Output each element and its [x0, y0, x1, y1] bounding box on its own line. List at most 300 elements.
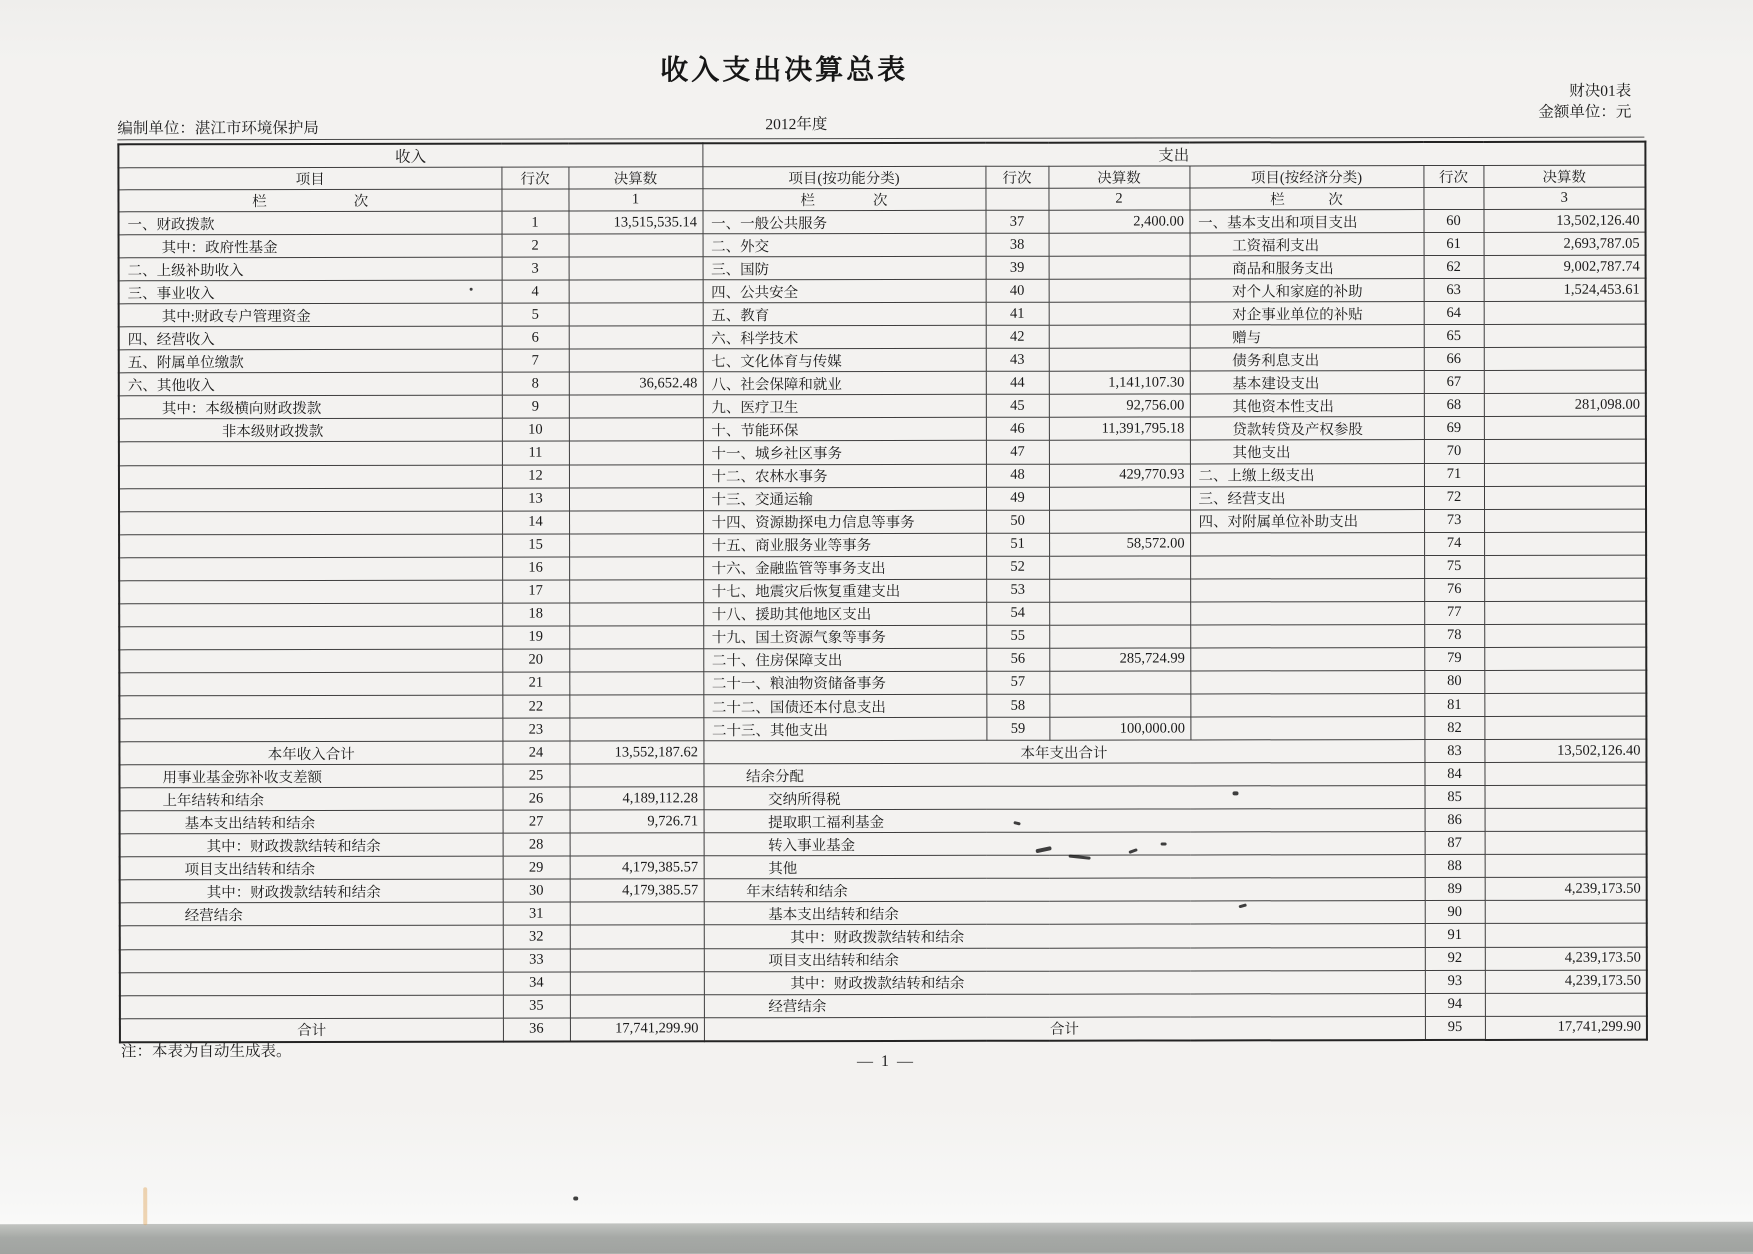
econ-item-cell [1190, 694, 1424, 717]
amount-cell [1049, 694, 1190, 717]
summary-item-cell: 提取职工福利基金 [704, 809, 1425, 833]
func-item-cell: 二、外交 [703, 233, 986, 257]
row-number-cell: 23 [502, 718, 569, 741]
income-item-cell [119, 534, 502, 558]
income-item-cell: 四、经营收入 [119, 326, 502, 350]
unit-note: 金额单位：元 [1538, 103, 1632, 121]
amount-cell [1484, 509, 1646, 532]
row-number-cell: 8 [502, 372, 569, 395]
column-number: 3 [1483, 187, 1645, 209]
row-number-cell: 82 [1424, 716, 1484, 739]
income-item-cell [119, 603, 502, 627]
ink-smudge [470, 288, 473, 291]
amount-cell [1484, 486, 1646, 509]
row-number-cell: 15 [502, 534, 569, 557]
row-number-cell: 2 [502, 234, 569, 257]
row-number-cell: 58 [986, 694, 1049, 717]
page-title: 收入支出决算总表 [660, 54, 909, 87]
row-number-cell: 69 [1424, 417, 1484, 440]
amount-cell [1484, 417, 1646, 440]
income-item-cell: 其中：财政拨款结转和结余 [120, 833, 503, 857]
income-item-cell: 用事业基金弥补收支差额 [119, 764, 502, 788]
amount-cell [1049, 325, 1190, 348]
amount-cell: 13,502,126.40 [1484, 739, 1646, 762]
row-number-cell: 27 [503, 810, 570, 833]
summary-item-cell: 转入事业基金 [704, 832, 1425, 856]
amount-cell [569, 418, 703, 441]
row-number-cell: 64 [1424, 302, 1484, 325]
amount-header: 决算数 [1483, 165, 1645, 187]
amount-cell [569, 603, 703, 626]
func-item-cell: 十六、金融监管等事务支出 [703, 556, 986, 580]
amount-header: 决算数 [568, 167, 702, 189]
row-number-cell: 78 [1424, 624, 1484, 647]
row-number-cell: 52 [986, 556, 1049, 579]
table-row [119, 624, 1646, 650]
amount-cell [1049, 256, 1190, 279]
row-number-cell: 59 [986, 717, 1049, 740]
row-number-cell: 20 [502, 649, 569, 672]
row-number-cell: 9 [502, 395, 569, 418]
amount-cell [569, 326, 703, 349]
row-number-cell: 16 [502, 557, 569, 580]
table-row [119, 324, 1646, 350]
econ-item-cell [1190, 670, 1424, 693]
income-item-cell [119, 511, 502, 535]
amount-cell [1484, 693, 1646, 716]
func-item-cell: 九、医疗卫生 [703, 395, 986, 419]
func-item-cell: 五、教育 [703, 302, 986, 326]
row-number-cell: 29 [503, 856, 570, 879]
func-item-cell: 二十、住房保障支出 [703, 648, 986, 672]
func-item-cell: 十四、资源勘探电力信息等事务 [703, 510, 986, 534]
amount-cell [1484, 624, 1646, 647]
row-number-cell: 11 [502, 442, 569, 465]
amount-cell [570, 925, 704, 948]
row-number-cell: 3 [502, 257, 569, 280]
amount-cell [1049, 579, 1190, 602]
table-row [120, 831, 1647, 857]
table-row [119, 278, 1646, 304]
table-row [120, 878, 1647, 904]
income-item-cell [119, 695, 502, 719]
income-item-cell [119, 580, 502, 604]
amount-cell: 4,239,173.50 [1485, 878, 1647, 901]
amount-cell: 17,741,299.90 [570, 1017, 704, 1041]
amount-cell: 92,756.00 [1049, 394, 1190, 417]
row-number-cell: 32 [503, 925, 570, 948]
row-number-cell: 48 [986, 464, 1049, 487]
summary-item-cell: 本年支出合计 [703, 740, 1424, 764]
table-row [119, 440, 1646, 466]
table-row [120, 854, 1647, 880]
econ-item-cell: 债务利息支出 [1190, 348, 1424, 371]
amount-cell [569, 510, 703, 533]
income-item-cell [119, 718, 502, 742]
income-section-header: 收入 [118, 143, 702, 168]
econ-item-cell: 贷款转贷及产权参股 [1190, 417, 1424, 440]
row-number-cell: 95 [1425, 1016, 1485, 1040]
income-item-cell [119, 557, 502, 581]
row-number-cell: 46 [986, 418, 1049, 441]
amount-cell [1049, 671, 1190, 694]
row-number-cell: 62 [1424, 256, 1484, 279]
econ-item-cell [1190, 555, 1424, 578]
econ-item-cell: 三、经营支出 [1190, 486, 1424, 509]
row-number-cell: 68 [1424, 394, 1484, 417]
income-item-cell [119, 649, 502, 673]
income-item-cell: 其中:财政专户管理资金 [119, 303, 502, 327]
income-item-cell [119, 672, 502, 696]
amount-cell [570, 833, 704, 856]
table-row [119, 301, 1646, 327]
table-row [119, 739, 1646, 765]
amount-cell [1484, 601, 1646, 624]
table-row [119, 486, 1646, 512]
form-meta [1538, 81, 1631, 123]
row-number-cell: 42 [986, 325, 1049, 348]
statement-table [117, 141, 1648, 1043]
row-number-cell: 77 [1424, 601, 1484, 624]
row-number-cell: 19 [502, 626, 569, 649]
econ-item-cell: 二、上缴上级支出 [1190, 463, 1424, 486]
row-number-cell: 87 [1425, 832, 1485, 855]
row-number-cell: 26 [503, 787, 570, 810]
row-no-header: 行次 [985, 166, 1048, 188]
double-rule-line [117, 137, 1644, 141]
amount-cell: 2,693,787.05 [1484, 232, 1646, 255]
amount-cell [570, 994, 704, 1017]
table-row [120, 901, 1647, 927]
summary-item-cell: 项目支出结转和结余 [704, 947, 1425, 971]
row-number-cell: 70 [1424, 440, 1484, 463]
row-number-cell: 17 [502, 580, 569, 603]
amount-cell: 4,179,385.57 [570, 856, 704, 879]
row-number-cell: 93 [1425, 970, 1485, 993]
row-number-cell: 94 [1425, 993, 1485, 1016]
econ-item-cell [1190, 578, 1424, 601]
amount-cell [1049, 510, 1190, 533]
amount-cell: 285,724.99 [1049, 648, 1190, 671]
row-number-cell: 73 [1424, 509, 1484, 532]
amount-cell [569, 557, 703, 580]
income-item-cell [119, 626, 502, 650]
amount-cell: 9,726.71 [570, 810, 704, 833]
summary-item-cell: 基本支出结转和结余 [704, 901, 1425, 925]
econ-item-header: 项目(按经济分类) [1189, 166, 1423, 188]
amount-cell: 2,400.00 [1049, 210, 1190, 233]
amount-cell [569, 349, 703, 372]
econ-item-cell: 其他支出 [1190, 440, 1424, 463]
amount-cell: 4,239,173.50 [1485, 947, 1647, 970]
row-number-cell: 92 [1425, 947, 1485, 970]
row-number-cell: 60 [1424, 209, 1484, 232]
income-item-cell [119, 488, 502, 512]
row-number-cell: 50 [986, 510, 1049, 533]
amount-cell [1049, 487, 1190, 510]
row-number-cell: 57 [986, 671, 1049, 694]
amount-cell [569, 533, 703, 556]
table-row [119, 509, 1646, 535]
func-item-cell: 十八、援助其他地区支出 [703, 602, 986, 626]
row-number-cell: 91 [1425, 924, 1485, 947]
row-no-header: 行次 [501, 167, 568, 189]
compiling-org: 编制单位：湛江市环境保护局 [117, 119, 319, 138]
income-item-cell: 非本级财政拨款 [119, 419, 502, 443]
row-no-header: 行次 [1423, 165, 1483, 187]
amount-cell [569, 580, 703, 603]
ink-smudge [573, 1197, 578, 1201]
table-row [119, 762, 1646, 788]
amount-cell [569, 303, 703, 326]
row-number-cell: 34 [503, 972, 570, 995]
amount-cell [569, 649, 703, 672]
row-number-cell: 88 [1425, 855, 1485, 878]
func-item-cell: 十二、农林水事务 [703, 464, 986, 488]
econ-item-cell [1190, 624, 1424, 647]
amount-cell: 1,524,453.61 [1484, 278, 1646, 301]
amount-cell [569, 695, 703, 718]
table-wrapper [117, 141, 1648, 1043]
amount-cell: 4,189,112.28 [570, 787, 704, 810]
func-item-cell: 三、国防 [703, 256, 986, 280]
income-item-cell [119, 465, 502, 489]
row-number-cell: 66 [1424, 348, 1484, 371]
table-row [119, 463, 1646, 489]
amount-cell [569, 257, 703, 280]
income-item-cell: 二、上级补助收入 [119, 257, 502, 281]
page-number: — 1 — [856, 1052, 916, 1071]
amount-cell [1485, 785, 1647, 808]
amount-cell: 9,002,787.74 [1484, 255, 1646, 278]
table-row [119, 578, 1646, 604]
econ-item-cell [1190, 532, 1424, 555]
amount-cell: 281,098.00 [1484, 394, 1646, 417]
row-number-cell: 61 [1424, 232, 1484, 255]
amount-cell [1049, 602, 1190, 625]
amount-cell: 11,391,795.18 [1049, 417, 1190, 440]
column-index-blank [1423, 187, 1483, 209]
summary-item-cell: 其中：财政拨款结转和结余 [704, 924, 1425, 948]
column-index-blank [501, 189, 568, 211]
table-footnote: 注：本表为自动生成表。 [120, 1043, 292, 1061]
row-number-cell: 89 [1425, 878, 1485, 901]
amount-cell [569, 764, 703, 787]
row-number-cell: 21 [502, 672, 569, 695]
amount-cell [1484, 762, 1646, 785]
amount-cell [1484, 532, 1646, 555]
table-row [119, 532, 1646, 558]
row-number-cell: 40 [986, 279, 1049, 302]
amount-cell [1049, 440, 1190, 463]
ink-smudge [1233, 791, 1239, 795]
amount-cell [569, 718, 703, 741]
summary-item-cell: 合计 [704, 1016, 1425, 1041]
table-row [119, 255, 1646, 281]
amount-cell [1484, 440, 1646, 463]
expenditure-section-header: 支出 [702, 142, 1645, 167]
ink-smudge [1161, 842, 1167, 845]
row-number-cell: 18 [502, 603, 569, 626]
amount-cell [569, 672, 703, 695]
row-number-cell: 83 [1424, 740, 1484, 763]
func-item-cell: 二十三、其他支出 [703, 717, 986, 741]
amount-cell [1484, 647, 1646, 670]
row-number-cell: 41 [986, 302, 1049, 325]
amount-cell [1485, 993, 1647, 1016]
column-index-label: 栏 次 [118, 189, 501, 212]
row-number-cell: 84 [1424, 763, 1484, 786]
amount-cell [569, 280, 703, 303]
table-head [118, 142, 1645, 212]
row-number-cell: 74 [1424, 532, 1484, 555]
column-index-label: 栏 次 [702, 188, 985, 210]
amount-cell [1485, 901, 1647, 924]
amount-cell [1049, 302, 1190, 325]
row-number-cell: 79 [1424, 647, 1484, 670]
row-number-cell: 39 [986, 256, 1049, 279]
econ-item-cell: 基本建设支出 [1190, 371, 1424, 394]
amount-cell [569, 487, 703, 510]
row-number-cell: 86 [1425, 809, 1485, 832]
table-body [119, 209, 1648, 1042]
amount-cell: 58,572.00 [1049, 533, 1190, 556]
form-code: 财决01表 [1569, 82, 1632, 100]
func-item-cell: 十九、国土资源气象等事务 [703, 625, 986, 649]
amount-cell [1485, 831, 1647, 854]
table-row [119, 417, 1646, 443]
amount-cell [570, 971, 704, 994]
amount-cell: 13,502,126.40 [1484, 209, 1646, 232]
summary-item-cell: 其中：财政拨款结转和结余 [704, 970, 1425, 994]
func-item-cell: 二十一、粮油物资储备事务 [703, 671, 986, 695]
income-item-cell: 其中：政府性基金 [119, 234, 502, 258]
row-number-cell: 31 [503, 902, 570, 925]
table-row [119, 555, 1646, 581]
row-number-cell: 5 [502, 303, 569, 326]
row-number-cell: 13 [502, 488, 569, 511]
column-number: 1 [568, 189, 702, 211]
column-index-label: 栏 次 [1189, 188, 1423, 210]
summary-item-cell: 其他 [704, 855, 1425, 879]
row-number-cell: 6 [502, 326, 569, 349]
row-number-cell: 43 [986, 348, 1049, 371]
table-row [120, 808, 1647, 834]
row-number-cell: 53 [986, 579, 1049, 602]
amount-cell: 17,741,299.90 [1485, 1016, 1647, 1040]
income-item-cell: 本年收入合计 [119, 741, 502, 765]
row-number-cell: 81 [1424, 693, 1484, 716]
row-number-cell: 10 [502, 418, 569, 441]
income-item-cell [119, 442, 502, 466]
table-row [119, 394, 1646, 420]
amount-cell [1485, 854, 1647, 877]
econ-item-cell: 赠与 [1190, 325, 1424, 348]
table-row [120, 1016, 1647, 1042]
amount-cell [569, 464, 703, 487]
amount-cell [1049, 625, 1190, 648]
amount-cell: 13,515,535.14 [569, 211, 703, 234]
amount-cell [1485, 924, 1647, 947]
table-row [120, 785, 1647, 811]
amount-cell [1485, 808, 1647, 831]
income-item-cell [120, 949, 503, 973]
row-number-cell: 71 [1424, 463, 1484, 486]
econ-item-cell: 对个人和家庭的补助 [1190, 279, 1424, 302]
amount-cell [1484, 555, 1646, 578]
econ-item-cell: 对企事业单位的补贴 [1190, 302, 1424, 325]
row-number-cell: 7 [502, 349, 569, 372]
amount-header: 决算数 [1048, 166, 1189, 188]
income-item-cell: 五、附属单位缴款 [119, 349, 502, 373]
econ-item-cell [1190, 717, 1424, 740]
row-number-cell: 38 [986, 233, 1049, 256]
amount-cell [1484, 716, 1646, 739]
income-item-cell: 三、事业收入 [119, 280, 502, 304]
table-row [119, 601, 1646, 627]
amount-cell [1049, 279, 1190, 302]
income-item-cell: 一、财政拨款 [119, 211, 502, 235]
summary-item-cell: 交纳所得税 [704, 786, 1425, 810]
row-number-cell: 55 [986, 625, 1049, 648]
income-item-header: 项目 [118, 167, 501, 190]
func-item-cell: 十七、地震灾后恢复重建支出 [703, 579, 986, 603]
func-item-cell: 十五、商业服务业等事务 [703, 533, 986, 557]
income-item-cell [120, 995, 503, 1019]
amount-cell [1484, 670, 1646, 693]
row-number-cell: 85 [1425, 786, 1485, 809]
column-index-blank [985, 188, 1048, 210]
amount-cell: 13,552,187.62 [569, 741, 703, 764]
amount-cell [570, 902, 704, 925]
row-number-cell: 47 [986, 441, 1049, 464]
table-row [120, 924, 1647, 950]
func-item-cell: 八、社会保障和就业 [703, 372, 986, 396]
row-number-cell: 24 [502, 741, 569, 764]
row-number-cell: 28 [503, 833, 570, 856]
table-row [119, 670, 1646, 696]
row-number-cell: 35 [503, 995, 570, 1018]
amount-cell: 4,239,173.50 [1485, 970, 1647, 993]
row-number-cell: 51 [986, 533, 1049, 556]
table-row [120, 947, 1647, 973]
income-item-cell [120, 972, 503, 996]
column-number: 2 [1048, 188, 1189, 210]
income-item-cell: 六、其他收入 [119, 372, 502, 396]
income-item-cell: 项目支出结转和结余 [120, 856, 503, 880]
income-item-cell: 合计 [120, 1018, 503, 1042]
amount-cell: 429,770.93 [1049, 463, 1190, 486]
table-row [119, 716, 1646, 742]
amount-cell [569, 234, 703, 257]
table-row [119, 693, 1646, 719]
row-number-cell: 36 [503, 1018, 570, 1042]
table-row [120, 993, 1647, 1019]
amount-cell [569, 441, 703, 464]
row-number-cell: 22 [502, 695, 569, 718]
func-item-cell: 二十二、国债还本付息支出 [703, 694, 986, 718]
func-item-cell: 十三、交通运输 [703, 487, 986, 511]
amount-cell [1484, 324, 1646, 347]
row-number-cell: 49 [986, 487, 1049, 510]
row-number-cell: 67 [1424, 371, 1484, 394]
func-item-header: 项目(按功能分类) [702, 166, 985, 188]
econ-item-cell: 其他资本性支出 [1190, 394, 1424, 417]
summary-item-cell: 经营结余 [704, 993, 1425, 1017]
func-item-cell: 十一、城乡社区事务 [703, 441, 986, 465]
row-number-cell: 44 [986, 372, 1049, 395]
amount-cell [1484, 301, 1646, 324]
